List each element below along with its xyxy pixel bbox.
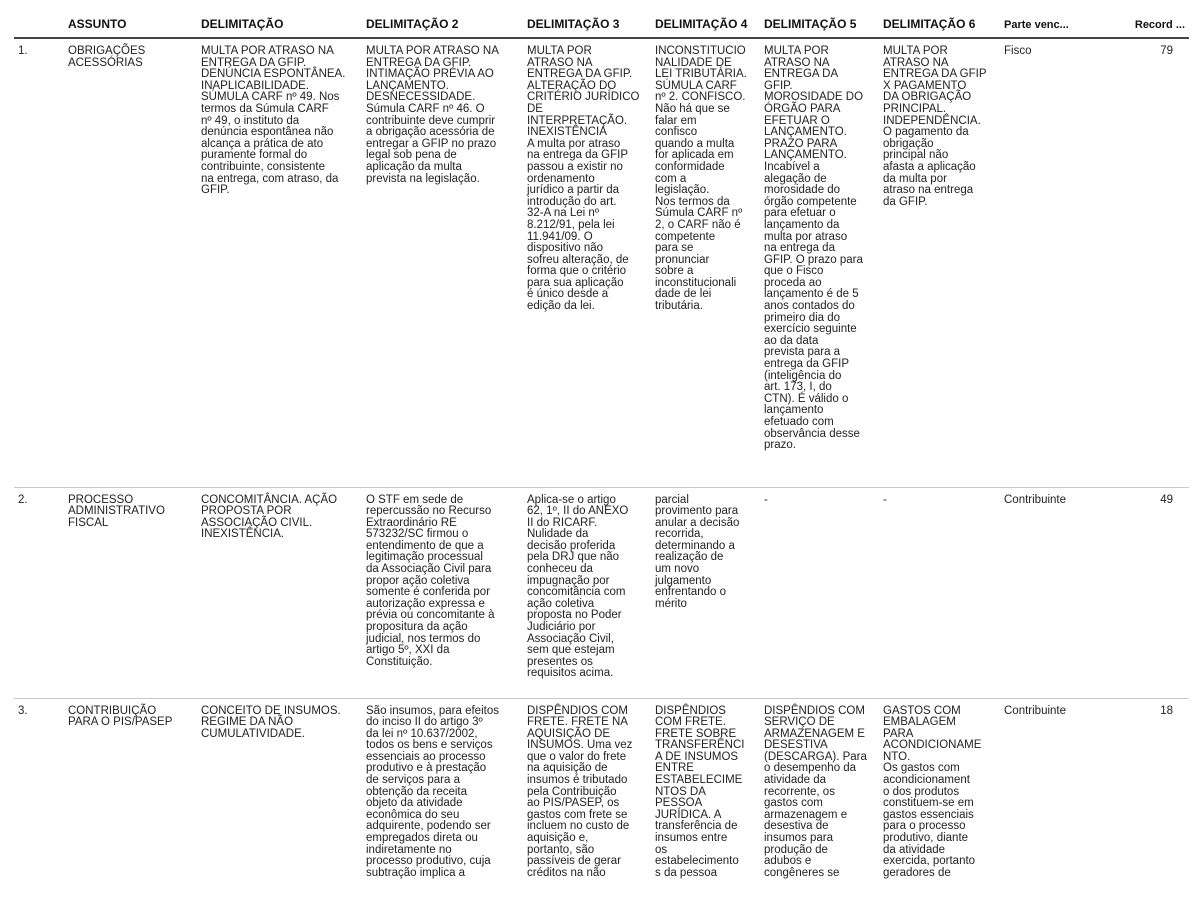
cell-delimitacao-5: MULTA POR ATRASO NA ENTREGA DA GFIP. MOROSIDADE DO ÓRGÃO PARA EFETUAR O LANÇAMENTO. PRAZO PARA LANÇAMENTO. Incabível a alegação de morosidade do órgão competente para efetuar o lançamento da multa por atraso na entrega da GFIP. O prazo para que o Fisco proceda ao lançamento é de 5 anos contados do primeiro dia do exercício seguinte ao da data prevista para a entrega da GFIP (inteligência do art. 173, I, do CTN). É válido o lançamento efetuado com observância desse prazo. (760, 38, 879, 487)
header-delimitacao-6[interactable]: DELIMITAÇÃO 6 (879, 0, 1000, 38)
cell-record-count: 18 (1160, 704, 1173, 717)
cell-assunto: CONTRIBUIÇÃO PARA O PIS/PASEP (68, 704, 173, 729)
cell-delimitacao: CONCEITO DE INSUMOS. REGIME DA NÃO CUMULATIVIDADE. (201, 704, 341, 740)
cell-parte-vencedora: Contribuinte (1000, 487, 1088, 698)
table-row (14, 698, 1189, 893)
header-delimitacao-5[interactable]: DELIMITAÇÃO 5 (760, 0, 879, 38)
cell-assunto: OBRIGAÇÕES ACESSÓRIAS (64, 38, 197, 487)
cell-delimitacao-2: MULTA POR ATRASO NA ENTREGA DA GFIP. INTIMAÇÃO PRÉVIA AO LANÇAMENTO. DESNECESSIDADE. Súmula CARF nº 46. O contribuinte deve cumprir a obrigação acessória de entregar a GFIP no prazo legal sob pena de aplicação da multa prevista na legislação. (362, 38, 523, 487)
header-record-count[interactable]: Record ... (1088, 0, 1189, 38)
header-delimitacao-2[interactable]: DELIMITAÇÃO 2 (362, 0, 523, 38)
row-index: 3. (18, 704, 28, 717)
cell-delimitacao-6: - (879, 487, 1000, 698)
table-row (14, 487, 1189, 698)
cell-delimitacao: CONCOMITÂNCIA. AÇÃO PROPOSTA POR ASSOCIAÇÃO CIVIL. INEXISTÊNCIA. (197, 487, 362, 698)
cell-delimitacao-6: MULTA POR ATRASO NA ENTREGA DA GFIP X PAGAMENTO DA OBRIGAÇÃO PRINCIPAL. INDEPENDÊNCIA. O pagamento da obrigação principal não afasta a aplicação da multa por atraso na entrega da GFIP. (879, 38, 1000, 487)
cell-record-count: 49 (1088, 487, 1189, 698)
cell-delimitacao-3: Aplica-se o artigo 62, 1º, II do ANEXO II do RICARF. Nulidade da decisão proferida pela DRJ que não conheceu da impugnação por concomitância com ação coletiva proposta no Poder Judiciário por Associação Civil, sem que estejam presentes os requisitos acima. (523, 487, 651, 698)
header-assunto[interactable]: ASSUNTO (64, 0, 197, 38)
cell-parte-vencedora: Contribuinte (1004, 704, 1067, 717)
cell-assunto: PROCESSO ADMINISTRATIVO FISCAL (64, 487, 197, 698)
cell-delimitacao-2: São insumos, para efeitos do inciso II do artigo 3º da lei nº 10.637/2002, todos os bens e serviços essenciais ao processo produtivo e à prestação de serviços para a obtenção da receita objeto da atividade econômica do seu adquirente, podendo ser empregados direta ou indiretamente no processo produtivo, cuja subtração implica a (366, 704, 499, 879)
cell-parte-vencedora: Fisco (1000, 38, 1088, 487)
cell-delimitacao-5: - (760, 487, 879, 698)
header-parte-vencedora[interactable]: Parte venc... (1000, 0, 1088, 38)
header-delimitacao-4[interactable]: DELIMITAÇÃO 4 (651, 0, 760, 38)
cell-delimitacao-5: DISPÊNDIOS COM SERVIÇO DE ARMAZENAGEM E DESESTIVA (DESCARGA). Para o desempenho da atividade da recorrente, os gastos com armazenagem e desestiva de insumos para produção de adubos e congêneres se (764, 704, 867, 879)
table-row (14, 38, 1189, 487)
header-delimitacao-3[interactable]: DELIMITAÇÃO 3 (523, 0, 651, 38)
row-index: 1. (14, 38, 64, 487)
header-row (14, 0, 1189, 38)
row-index: 2. (14, 487, 64, 698)
cell-delimitacao-4: INCONSTITUCIO NALIDADE DE LEI TRIBUTÁRIA. SÚMULA CARF nº 2. CONFISCO. Não há que se falar em confisco quando a multa for aplicada em conformidade com a legislação. Nos termos da Súmula CARF nº 2, o CARF não é competente para se pronunciar sobre a inconstitucionali dade de lei tributária. (651, 38, 760, 487)
cell-delimitacao-2: O STF em sede de repercussão no Recurso Extraordinário RE 573232/SC firmou o entendimento de que a legitimação processual da Associação Civil para propor ação coletiva somente é conferida por autorização expressa e prévia ou concomitante à propositura da ação judicial, nos termos do artigo 5º, XXI da Constituição. (362, 487, 523, 698)
cell-delimitacao-3: DISPÊNDIOS COM FRETE. FRETE NA AQUISIÇÃO DE INSUMOS. Uma vez que o valor do frete na aquisição de insumos é tributado pela Contribuição ao PIS/PASEP, os gastos com frete se incluem no custo de aquisição e, portanto, são passíveis de gerar créditos na não (527, 704, 633, 879)
header-index (14, 0, 64, 38)
cell-delimitacao-4: parcial provimento para anular a decisão recorrida, determinando a realização de um novo julgamento enfrentando o mérito (651, 487, 760, 698)
header-delimitacao[interactable]: DELIMITAÇÃO (197, 0, 362, 38)
jurisprudence-table (14, 0, 1189, 893)
cell-delimitacao: MULTA POR ATRASO NA ENTREGA DA GFIP. DENÚNCIA ESPONTÂNEA. INAPLICABILIDADE. SÚMULA CARF nº 49. Nos termos da Súmula CARF nº 49, o instituto da denúncia espontânea não alcança a prática de ato puramente formal do contribuinte, consistente na entrega, com atraso, da GFIP. (197, 38, 362, 487)
cell-delimitacao-3: MULTA POR ATRASO NA ENTREGA DA GFIP. ALTERAÇÃO DO CRITÉRIO JURÍDICO DE INTERPRETAÇÃO. INEXISTÊNCIA A multa por atraso na entrega da GFIP passou a existir no ordenamento jurídico a partir da introdução do art. 32-A na Lei nº 8.212/91, pela lei 11.941/09. O dispositivo não sofreu alteração, de forma que o critério para sua aplicação é único desde a edição da lei. (523, 38, 651, 487)
cell-record-count: 79 (1088, 38, 1189, 487)
cell-delimitacao-6: GASTOS COM EMBALAGEM PARA ACONDICIONAME NTO. Os gastos com acondicionament o dos produtos constituem-se em gastos essenciais para o processo produtivo, diante da atividade exercida, portanto geradores de (883, 704, 982, 879)
cell-delimitacao-4: DISPÊNDIOS COM FRETE. FRETE SOBRE TRANSFERÊNCI A DE INSUMOS ENTRE ESTABELECIME NTOS DA PESSOA JURÍDICA. A transferência de insumos entre os estabelecimento s da pessoa (655, 704, 745, 879)
